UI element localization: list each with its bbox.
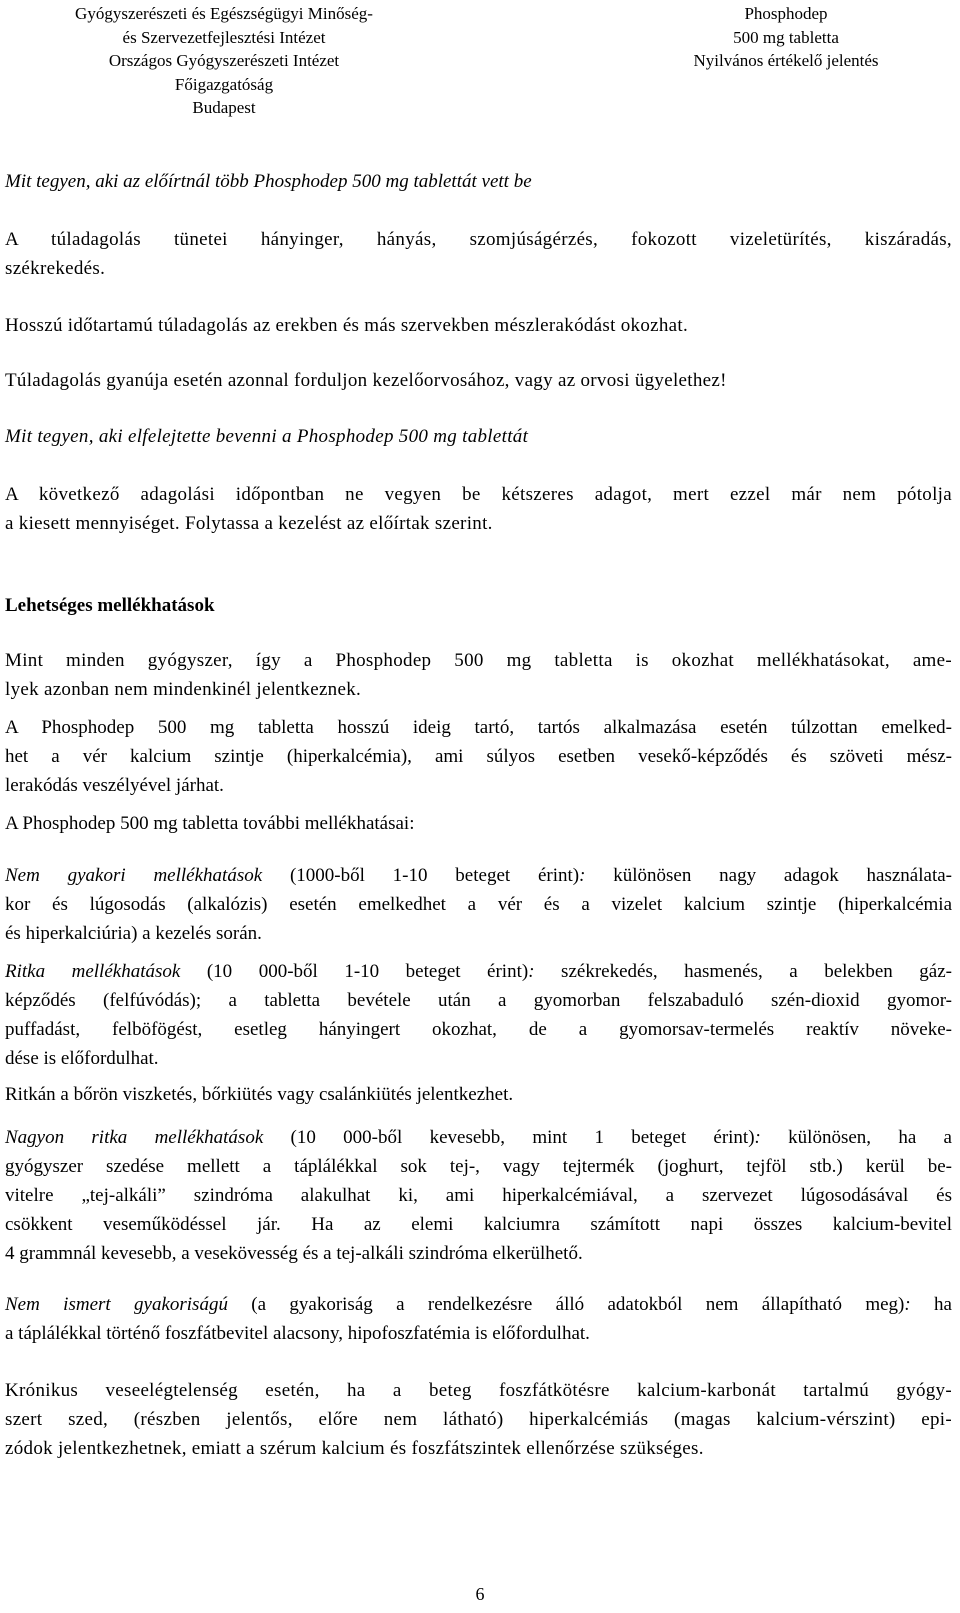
text-line: lyek azonban nem mindenkinél jelentkeznek.	[5, 679, 362, 700]
header-institute-line: Budapest	[192, 98, 256, 117]
text-line: zódok jelentkezhetnek, emiatt a szérum kalcium és foszfátszintek ellenőrzése szükséges.	[5, 1438, 704, 1459]
header-product-strength: 500 mg tabletta	[733, 27, 839, 47]
missed-dose-heading: Mit tegyen, aki elfelejtette bevenni a Phosphodep 500 mg tablettát	[5, 426, 529, 447]
text-line: puffadást, felböfögést, esetleg hányingert okozhat, de a gyomorsav-termelés reaktív növeke-	[5, 1019, 952, 1040]
chronic-kidney-paragraph	[5, 1376, 952, 1463]
text-line: A túladagolás tünetei hányinger, hányás, szomjúságérzés, fokozott vizeletürítés, kiszáradás,	[5, 229, 952, 250]
text-line	[5, 1123, 952, 1152]
side-effects-paragraph-2	[5, 713, 952, 800]
text-line	[5, 861, 952, 890]
text-line: het a vér kalcium szintje (hiperkalcémia), ami súlyos esetben vesekő-képződés és szöveti mész-	[5, 746, 952, 767]
text-line: lerakódás veszélyével járhat.	[5, 775, 224, 796]
page-number: 6	[475, 1584, 485, 1604]
text-line	[5, 1290, 952, 1319]
text-line: gyógyszer szedése mellett a táplálékkal sok tej-, vagy tejtermék (joghurt, tejföl stb.) kerül be-	[5, 1156, 952, 1177]
overdose-paragraph-3: Túladagolás gyanúja esetén azonnal forduljon kezelőorvosához, vagy az orvosi ügyelethez!	[5, 370, 727, 391]
side-effects-paragraph-1	[5, 646, 952, 704]
header-institute-line: és Szervezetfejlesztési Intézet	[122, 27, 326, 47]
very-rare-effects-paragraph	[5, 1123, 952, 1268]
text-line: Mint minden gyógyszer, így a Phosphodep 500 mg tabletta is okozhat mellékhatásokat, ame-	[5, 650, 952, 671]
text-line: vitelre „tej-alkáli” szindróma alakulhat ki, ami hiperkalcémiával, a szervezet lúgosodásával és	[5, 1185, 952, 1206]
header-institute-line: Főigazgatóság	[174, 74, 274, 94]
rare-skin-paragraph: Ritkán a bőrön viszketés, bőrkiütés vagy csalánkiütés jelentkezhet.	[5, 1084, 514, 1105]
header-left	[4, 2, 444, 120]
text-line: kor és lúgosodás (alkalózis) esetén emelkedhet a vér és a vizelet kalcium szintje (hiperkalcémia	[5, 894, 952, 915]
frequency-definition: (1000-ből 1-10 beteget érint)	[262, 865, 580, 886]
text-line: 4 grammnál kevesebb, a vesekövesség és a tej-alkáli szindróma elkerülhető.	[5, 1243, 583, 1264]
text-segment: ha	[910, 1294, 952, 1315]
header-right	[608, 2, 960, 73]
text-line: képződés (felfúvódás); a tabletta bevétele után a gyomorban felszabaduló szén-dioxid gyomor-	[5, 990, 952, 1011]
text-line: székrekedés.	[5, 258, 106, 279]
header-institute-line: Gyógyszerészeti és Egészségügyi Minőség-	[75, 4, 373, 23]
missed-dose-paragraph	[5, 480, 952, 538]
side-effects-heading: Lehetséges mellékhatások	[5, 595, 215, 616]
text-line: csökkent veseműködéssel jár. Ha az elemi kalciumra számított napi összes kalcium-bevitel	[5, 1214, 952, 1235]
header-product-name: Phosphodep	[744, 4, 828, 23]
header-report-type: Nyilvános értékelő jelentés	[693, 51, 879, 70]
overdose-paragraph-1	[5, 225, 952, 283]
text-segment: különösen, ha a	[760, 1127, 952, 1148]
overdose-paragraph-2: Hosszú időtartamú túladagolás az erekben és más szervekben mészlerakódást okozhat.	[5, 315, 689, 336]
text-line: szert szed, (részben jelentős, előre nem látható) hiperkalcémiás (magas kalcium-vérszint) epi-	[5, 1409, 952, 1430]
colon: :	[528, 961, 535, 982]
rare-effects-paragraph	[5, 957, 952, 1073]
side-effects-paragraph-3: A Phosphodep 500 mg tabletta további mellékhatásai:	[5, 813, 415, 834]
text-line: a táplálékkal történő foszfátbevitel alacsony, hipofoszfatémia is előfordulhat.	[5, 1323, 590, 1344]
text-line: a kiesett mennyiséget. Folytassa a kezelést az előírtak szerint.	[5, 513, 493, 534]
colon: :	[904, 1294, 911, 1315]
frequency-label: Ritka mellékhatások	[5, 961, 181, 982]
header-institute-line: Országos Gyógyszerészeti Intézet	[108, 51, 340, 70]
overdose-heading: Mit tegyen, aki az előírtnál több Phosphodep 500 mg tablettát vett be	[5, 171, 532, 192]
frequency-definition: (10 000-ből 1-10 beteget érint)	[180, 961, 529, 982]
text-segment: különösen nagy adagok használata-	[585, 865, 952, 886]
text-line: dése is előfordulhat.	[5, 1048, 159, 1069]
text-line: A Phosphodep 500 mg tabletta hosszú ideig tartó, tartós alkalmazása esetén túlzottan emelked-	[5, 717, 952, 738]
text-line	[5, 957, 952, 986]
frequency-definition: (10 000-ből kevesebb, mint 1 beteget érint)	[263, 1127, 755, 1148]
unknown-frequency-paragraph	[5, 1290, 952, 1348]
text-line: A következő adagolási időpontban ne vegyen be kétszeres adagot, mert ezzel már nem pótolja	[5, 484, 952, 505]
colon: :	[754, 1127, 761, 1148]
frequency-definition: (a gyakoriság a rendelkezésre álló adatokból nem állapítható meg)	[227, 1294, 905, 1315]
frequency-label: Nagyon ritka mellékhatások	[5, 1127, 264, 1148]
colon: :	[579, 865, 586, 886]
text-line: Krónikus veseelégtelenség esetén, ha a beteg foszfátkötésre kalcium-karbonát tartalmú gyógy-	[5, 1380, 952, 1401]
uncommon-effects-paragraph	[5, 861, 952, 948]
text-segment: székrekedés, hasmenés, a belekben gáz-	[534, 961, 953, 982]
frequency-label: Nem gyakori mellékhatások	[5, 865, 263, 886]
text-line: és hiperkalciúria) a kezelés során.	[5, 923, 262, 944]
frequency-label: Nem ismert gyakoriságú	[5, 1294, 228, 1315]
